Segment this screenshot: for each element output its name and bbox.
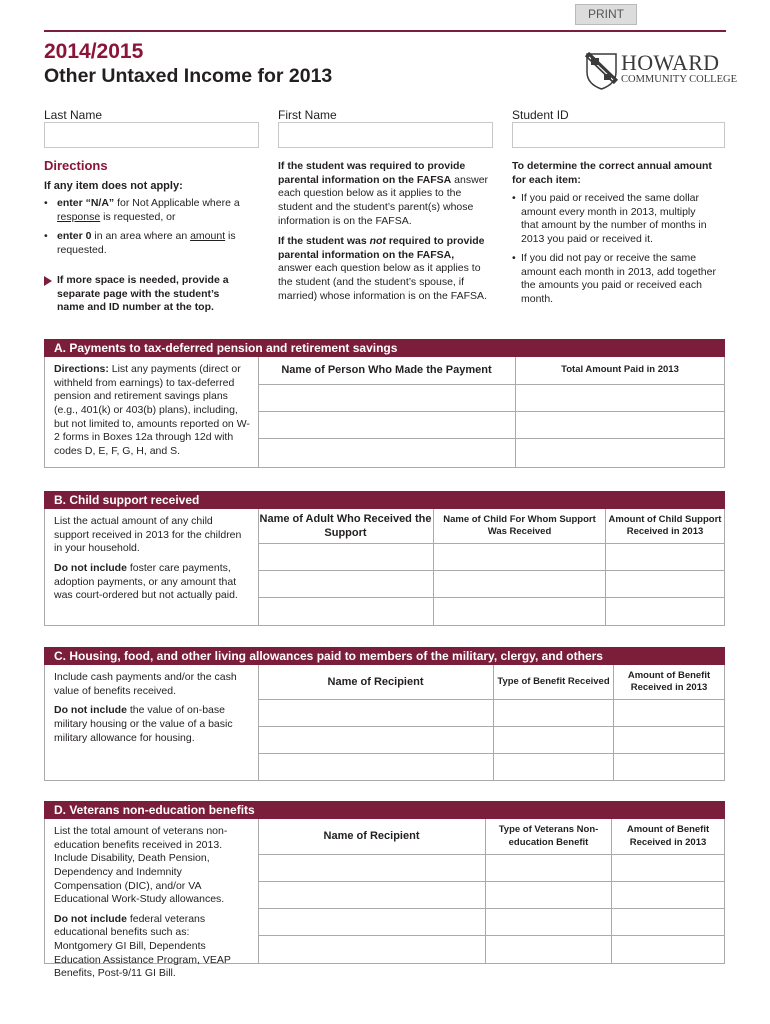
section-d-type-input[interactable] bbox=[486, 882, 612, 908]
section-d-col-recipient: Name of Recipient bbox=[258, 819, 486, 854]
first-name-label: First Name bbox=[278, 108, 337, 122]
section-b-col-adult: Name of Adult Who Received the Support bbox=[258, 509, 434, 543]
section-c bbox=[44, 647, 725, 781]
section-a-name-input[interactable] bbox=[258, 412, 516, 438]
section-b-col-child: Name of Child For Whom Support Was Received bbox=[434, 509, 606, 543]
table-row bbox=[258, 936, 724, 964]
section-b bbox=[44, 491, 725, 626]
section-a-col-amount: Total Amount Paid in 2013 bbox=[561, 364, 679, 376]
first-name-input[interactable] bbox=[278, 122, 493, 148]
section-b-child-input[interactable] bbox=[434, 571, 606, 597]
section-b-amount-input[interactable] bbox=[606, 598, 724, 626]
section-d-recipient-input[interactable] bbox=[258, 909, 486, 935]
directions-if-not-apply: If any item does not apply: bbox=[44, 180, 183, 192]
section-a-name-input[interactable] bbox=[258, 385, 516, 411]
section-d-type-input[interactable] bbox=[486, 936, 612, 964]
last-name-label: Last Name bbox=[44, 108, 103, 122]
section-c-recipient-input[interactable] bbox=[258, 754, 494, 781]
last-name-input[interactable] bbox=[44, 122, 259, 148]
table-row bbox=[258, 598, 724, 626]
section-a-name-input[interactable] bbox=[258, 439, 516, 467]
directions-col3-heading: To determine the correct annual amount for each item: bbox=[512, 160, 712, 186]
print-button[interactable]: PRINT bbox=[575, 4, 637, 25]
section-d-amount-input[interactable] bbox=[612, 855, 724, 881]
section-c-amount-input[interactable] bbox=[614, 754, 724, 781]
student-id-label: Student ID bbox=[512, 108, 569, 122]
section-a-amount-input[interactable] bbox=[516, 385, 724, 411]
section-d-description: List the total amount of veterans non-education benefits received in 2013. Include Disability, Death Pension, Dependency and Indemnity Compensation (DIC), and/or VA Educational Work-Study allowances. Do not include federal veterans educational benefits such as: Montgomery GI Bill, Dependents Education Assistance Program, VEAP Benefits, Post-9/11 GI Bill. bbox=[45, 819, 259, 963]
section-a-amount-input[interactable] bbox=[516, 439, 724, 467]
section-b-col-amount: Amount of Child Support Received in 2013 bbox=[608, 513, 722, 537]
section-d bbox=[44, 801, 725, 980]
section-d-amount-input[interactable] bbox=[612, 936, 724, 964]
section-c-amount-input[interactable] bbox=[614, 700, 724, 726]
directions-heading: Directions bbox=[44, 158, 108, 173]
section-c-description: Include cash payments and/or the cash value of benefits received. Do not include the value of on-base military housing or the value of a basic military allowance for housing. bbox=[45, 665, 259, 780]
section-a bbox=[44, 339, 725, 468]
section-d-col-type: Type of Veterans Non-education Benefit bbox=[486, 819, 612, 854]
section-c-type-input[interactable] bbox=[494, 700, 614, 726]
arrow-right-icon bbox=[44, 276, 52, 286]
table-row bbox=[258, 909, 724, 936]
directions-na-item: • enter “N/A” for Not Applicable where a response is requested, or bbox=[44, 197, 240, 223]
section-d-title: D. Veterans non-education benefits bbox=[44, 801, 725, 819]
table-row bbox=[258, 754, 724, 781]
college-crest-icon bbox=[585, 52, 618, 90]
section-d-recipient-input[interactable] bbox=[258, 882, 486, 908]
section-b-table bbox=[258, 509, 724, 626]
table-row bbox=[258, 727, 724, 754]
header-rule bbox=[44, 30, 726, 32]
table-row bbox=[258, 882, 724, 909]
section-c-type-input[interactable] bbox=[494, 754, 614, 781]
directions-col3-item2: • If you did not pay or receive the same amount each month in 2013, add together the amounts you paid or received each month. bbox=[512, 252, 716, 305]
section-d-type-input[interactable] bbox=[486, 855, 612, 881]
section-a-amount-input[interactable] bbox=[516, 412, 724, 438]
section-c-col-type: Type of Benefit Received bbox=[494, 665, 614, 699]
logo-howard: HOWARD bbox=[621, 50, 720, 75]
form-year: 2014/2015 bbox=[44, 40, 144, 63]
section-a-col-name: Name of Person Who Made the Payment bbox=[258, 357, 516, 384]
directions-more-space: If more space is needed, provide a separate page with the student’s name and ID number at the top. bbox=[44, 274, 249, 315]
section-b-amount-input[interactable] bbox=[606, 571, 724, 597]
section-b-child-input[interactable] bbox=[434, 598, 606, 626]
section-d-table bbox=[258, 819, 724, 964]
table-row bbox=[258, 385, 724, 412]
section-c-amount-input[interactable] bbox=[614, 727, 724, 753]
table-row bbox=[258, 544, 724, 571]
page-title: Other Untaxed Income for 2013 bbox=[44, 65, 333, 87]
logo-community-college: COMMUNITY COLLEGE bbox=[621, 74, 737, 85]
table-row bbox=[258, 571, 724, 598]
directions-col2: If the student was required to provide parental information on the FAFSA answer each question below as it applies to the student and the student’s parent(s) whose information is on the FAFSA. If the student was not required to provide parental information on the FAFSA, answer each question below as it applies to the student (and the student’s spouse, if married) whose information is on the FAFSA. bbox=[278, 160, 489, 302]
section-d-col-amount: Amount of Benefit Received in 2013 bbox=[626, 824, 710, 848]
student-id-input[interactable] bbox=[512, 122, 725, 148]
table-row bbox=[258, 439, 724, 467]
section-b-adult-input[interactable] bbox=[258, 571, 434, 597]
table-row bbox=[258, 700, 724, 727]
table-row bbox=[258, 412, 724, 439]
section-d-type-input[interactable] bbox=[486, 909, 612, 935]
section-a-title: A. Payments to tax-deferred pension and retirement savings bbox=[44, 339, 725, 357]
section-b-adult-input[interactable] bbox=[258, 598, 434, 626]
table-row bbox=[258, 855, 724, 882]
section-c-recipient-input[interactable] bbox=[258, 727, 494, 753]
section-c-type-input[interactable] bbox=[494, 727, 614, 753]
section-c-col-amount: Amount of Benefit Received in 2013 bbox=[627, 669, 711, 693]
section-c-title: C. Housing, food, and other living allowances paid to members of the military, clergy, and others bbox=[44, 647, 725, 665]
section-c-table bbox=[258, 665, 724, 781]
directions-zero-item: • enter 0 in an area where an amount is requested. bbox=[44, 230, 236, 256]
section-a-table bbox=[258, 357, 724, 467]
section-d-recipient-input[interactable] bbox=[258, 936, 486, 964]
section-c-col-recipient: Name of Recipient bbox=[258, 665, 494, 699]
section-b-description: List the actual amount of any child support received in 2013 for the children in your household. Do not include foster care payments, adoption payments, or any amount that was court-ordered but not actually paid. bbox=[45, 509, 259, 625]
section-a-description: Directions: List any payments (direct or withheld from earnings) to tax-deferred pension and retirement savings plans (e.g., 401(k) or 403(b) plans), including, but not limited to, amounts reported on W-2 forms in Boxes 12a through 12d with codes D, E, F, G, H, and S. bbox=[45, 357, 259, 467]
section-b-title: B. Child support received bbox=[44, 491, 725, 509]
section-d-amount-input[interactable] bbox=[612, 909, 724, 935]
section-b-child-input[interactable] bbox=[434, 544, 606, 570]
directions-col3-item1: • If you paid or received the same dollar amount every month in 2013, multiply that amount by the number of months in 2013 you paid or received it. bbox=[512, 192, 707, 245]
section-b-adult-input[interactable] bbox=[258, 544, 434, 570]
section-b-amount-input[interactable] bbox=[606, 544, 724, 570]
section-d-recipient-input[interactable] bbox=[258, 855, 486, 881]
section-d-amount-input[interactable] bbox=[612, 882, 724, 908]
section-c-recipient-input[interactable] bbox=[258, 700, 494, 726]
